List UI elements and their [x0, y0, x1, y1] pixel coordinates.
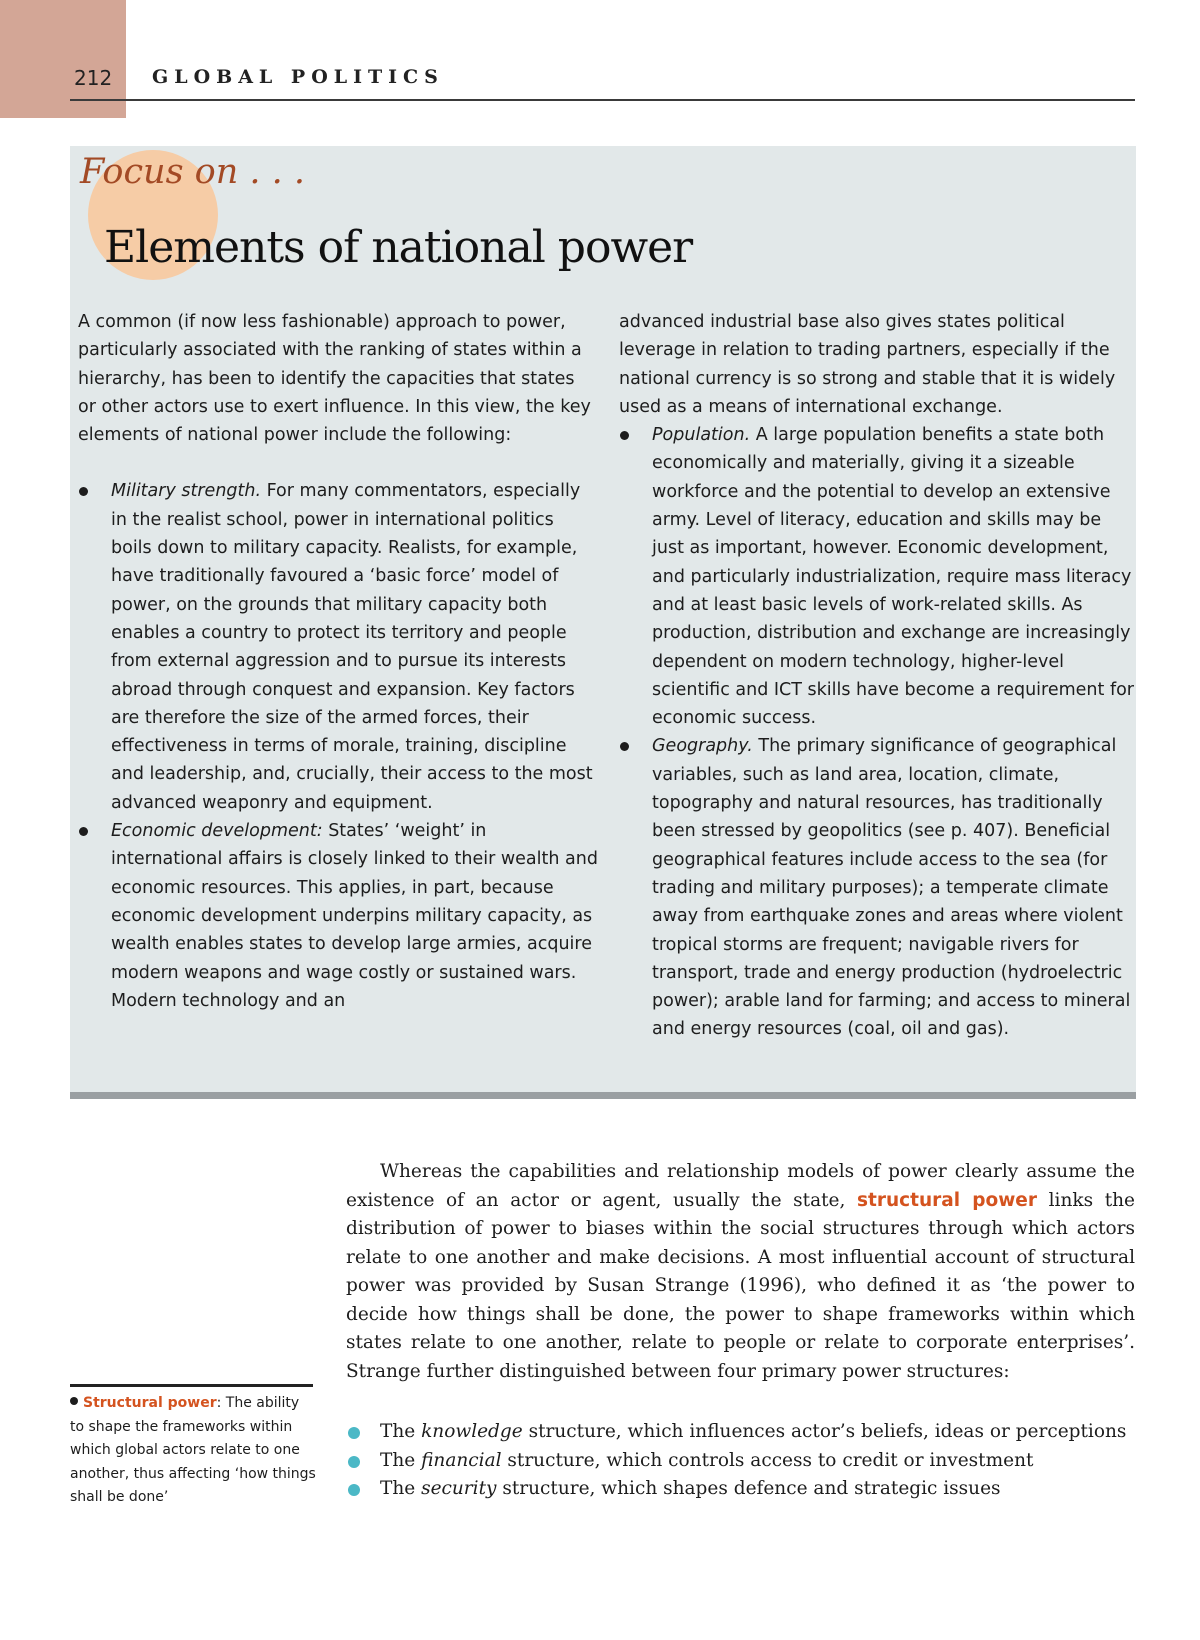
page-number: 212: [74, 66, 113, 90]
bullet-icon: [79, 487, 88, 496]
margin-note-definition: : The ability to shape the frameworks within which global actors relate to one another, thus affecting ‘how things shall be done’: [70, 1395, 316, 1505]
margin-note: [70, 1392, 316, 1510]
focus-column-left: [78, 308, 598, 1015]
margin-note-term: Structural power: [83, 1395, 217, 1411]
bullet-icon: [79, 827, 88, 836]
item-term: Economic development:: [111, 821, 323, 842]
item-text: The primary significance of geographical variables, such as land area, location, climate, topography and natural resources, has traditionally been stressed by geopolitics (see p. 407). Beneficial geographical features include access to the sea (for trading and military purposes); a temperate climate away from earthquake zones and areas where violent tropical storms are frequent; navigable rivers for transport, trade and energy production (hydroelectric power); arable land for farming; and access to mineral and energy resources (coal, oil and gas).: [652, 736, 1131, 1040]
item-text: A large population benefits a state both economically and materially, giving it a sizeable workforce and the potential to develop an extensive army. Level of literacy, education and skills may be just as important, however. Economic development, and particularly industrialization, require mass literacy and at least basic levels of work-related skills. As production, distribution and exchange are increasingly dependent on modern technology, higher-level scientific and ICT skills have become a requirement for economic success.: [652, 425, 1135, 729]
power-structures-list: [346, 1418, 1135, 1504]
item-text: States’ ‘weight’ in international affairs is closely linked to their wealth and economic resources. This applies, in part, because economic development underpins military capacity, as wealth enables states to develop large armies, acquire modern weapons and wage costly or sustained wars. Modern technology and an: [111, 821, 598, 1011]
key-term-structural-power: structural power: [857, 1189, 1037, 1211]
structure-post: structure, which shapes defence and strategic issues: [496, 1478, 1001, 1499]
structure-pre: The: [380, 1421, 422, 1442]
focus-list: [78, 477, 598, 1015]
structure-pre: The: [380, 1478, 422, 1499]
item-term: Military strength.: [111, 481, 262, 502]
focus-title: Elements of national power: [104, 222, 693, 273]
economic-continuation: advanced industrial base also gives states political leverage in relation to trading partners, especially if the national currency is so strong and stable that it is widely used as a means of international exchange.: [619, 312, 1116, 417]
focus-list-continued: [619, 421, 1134, 1044]
body-text-before: Whereas the capabilities and relationship models of power clearly assume the existence of an actor or agent, usually the state,: [346, 1161, 1135, 1211]
item-text: For many commentators, especially in the realist school, power in international politics boils down to military capacity. Realists, for example, have traditionally favoured a ‘basic force’ model of power, on the grounds that military capacity both enables a country to protect its territory and people from external aggression and to pursue its interests abroad through conquest and expansion. Key factors are therefore the size of the armed forces, their effectiveness in terms of morale, training, discipline and leadership, and, crucially, their access to the most advanced weaponry and equipment.: [111, 481, 593, 813]
item-term: Geography.: [652, 736, 753, 757]
bullet-icon: [620, 742, 629, 751]
structure-term: knowledge: [421, 1421, 523, 1442]
structure-financial: [346, 1447, 1135, 1476]
structure-post: structure, which controls access to credit or investment: [501, 1449, 1034, 1471]
running-title: GLOBAL POLITICS: [152, 66, 444, 88]
body-text-after: links the distribution of power to biases within the social structures through which actors relate to one another and make decisions. A most influential account of structural power was provided by Susan Strange (1996), who defined it as ‘the power to decide how things shall be done, the power to shape frameworks within which states relate to one another, relate to people or relate to corporate enterprises’. Strange further distinguished between four primary power structures:: [346, 1189, 1135, 1382]
structure-pre: The: [380, 1449, 422, 1471]
header-rule: [70, 99, 1135, 101]
margin-note-rule: [70, 1384, 313, 1387]
item-term: Population.: [652, 425, 751, 446]
list-item-population: [619, 421, 1134, 732]
list-item-economic: [78, 817, 598, 1015]
structure-post: structure, which influences actor’s beliefs, ideas or perceptions: [522, 1421, 1127, 1442]
bullet-icon: [620, 431, 629, 440]
teal-bullet-icon: [348, 1456, 360, 1468]
body-paragraph: [346, 1158, 1135, 1386]
structure-term: financial: [421, 1449, 502, 1471]
focus-column-right: [619, 308, 1134, 1044]
list-item-military: [78, 477, 598, 817]
focus-kicker: Focus on . . .: [80, 152, 306, 192]
bullet-icon: [70, 1397, 78, 1405]
teal-bullet-icon: [348, 1484, 360, 1496]
focus-intro: A common (if now less fashionable) approach to power, particularly associated with the ranking of states within a hierarchy, has been to identify the capacities that states or other actors use to exert influence. In this view, the key elements of national power include the following:: [78, 312, 591, 446]
teal-bullet-icon: [348, 1427, 360, 1439]
list-item-geography: [619, 732, 1134, 1043]
focus-bottom-rule: [70, 1092, 1136, 1099]
structure-term: security: [421, 1478, 497, 1499]
structure-security: [346, 1475, 1135, 1504]
structure-knowledge: [346, 1418, 1135, 1447]
